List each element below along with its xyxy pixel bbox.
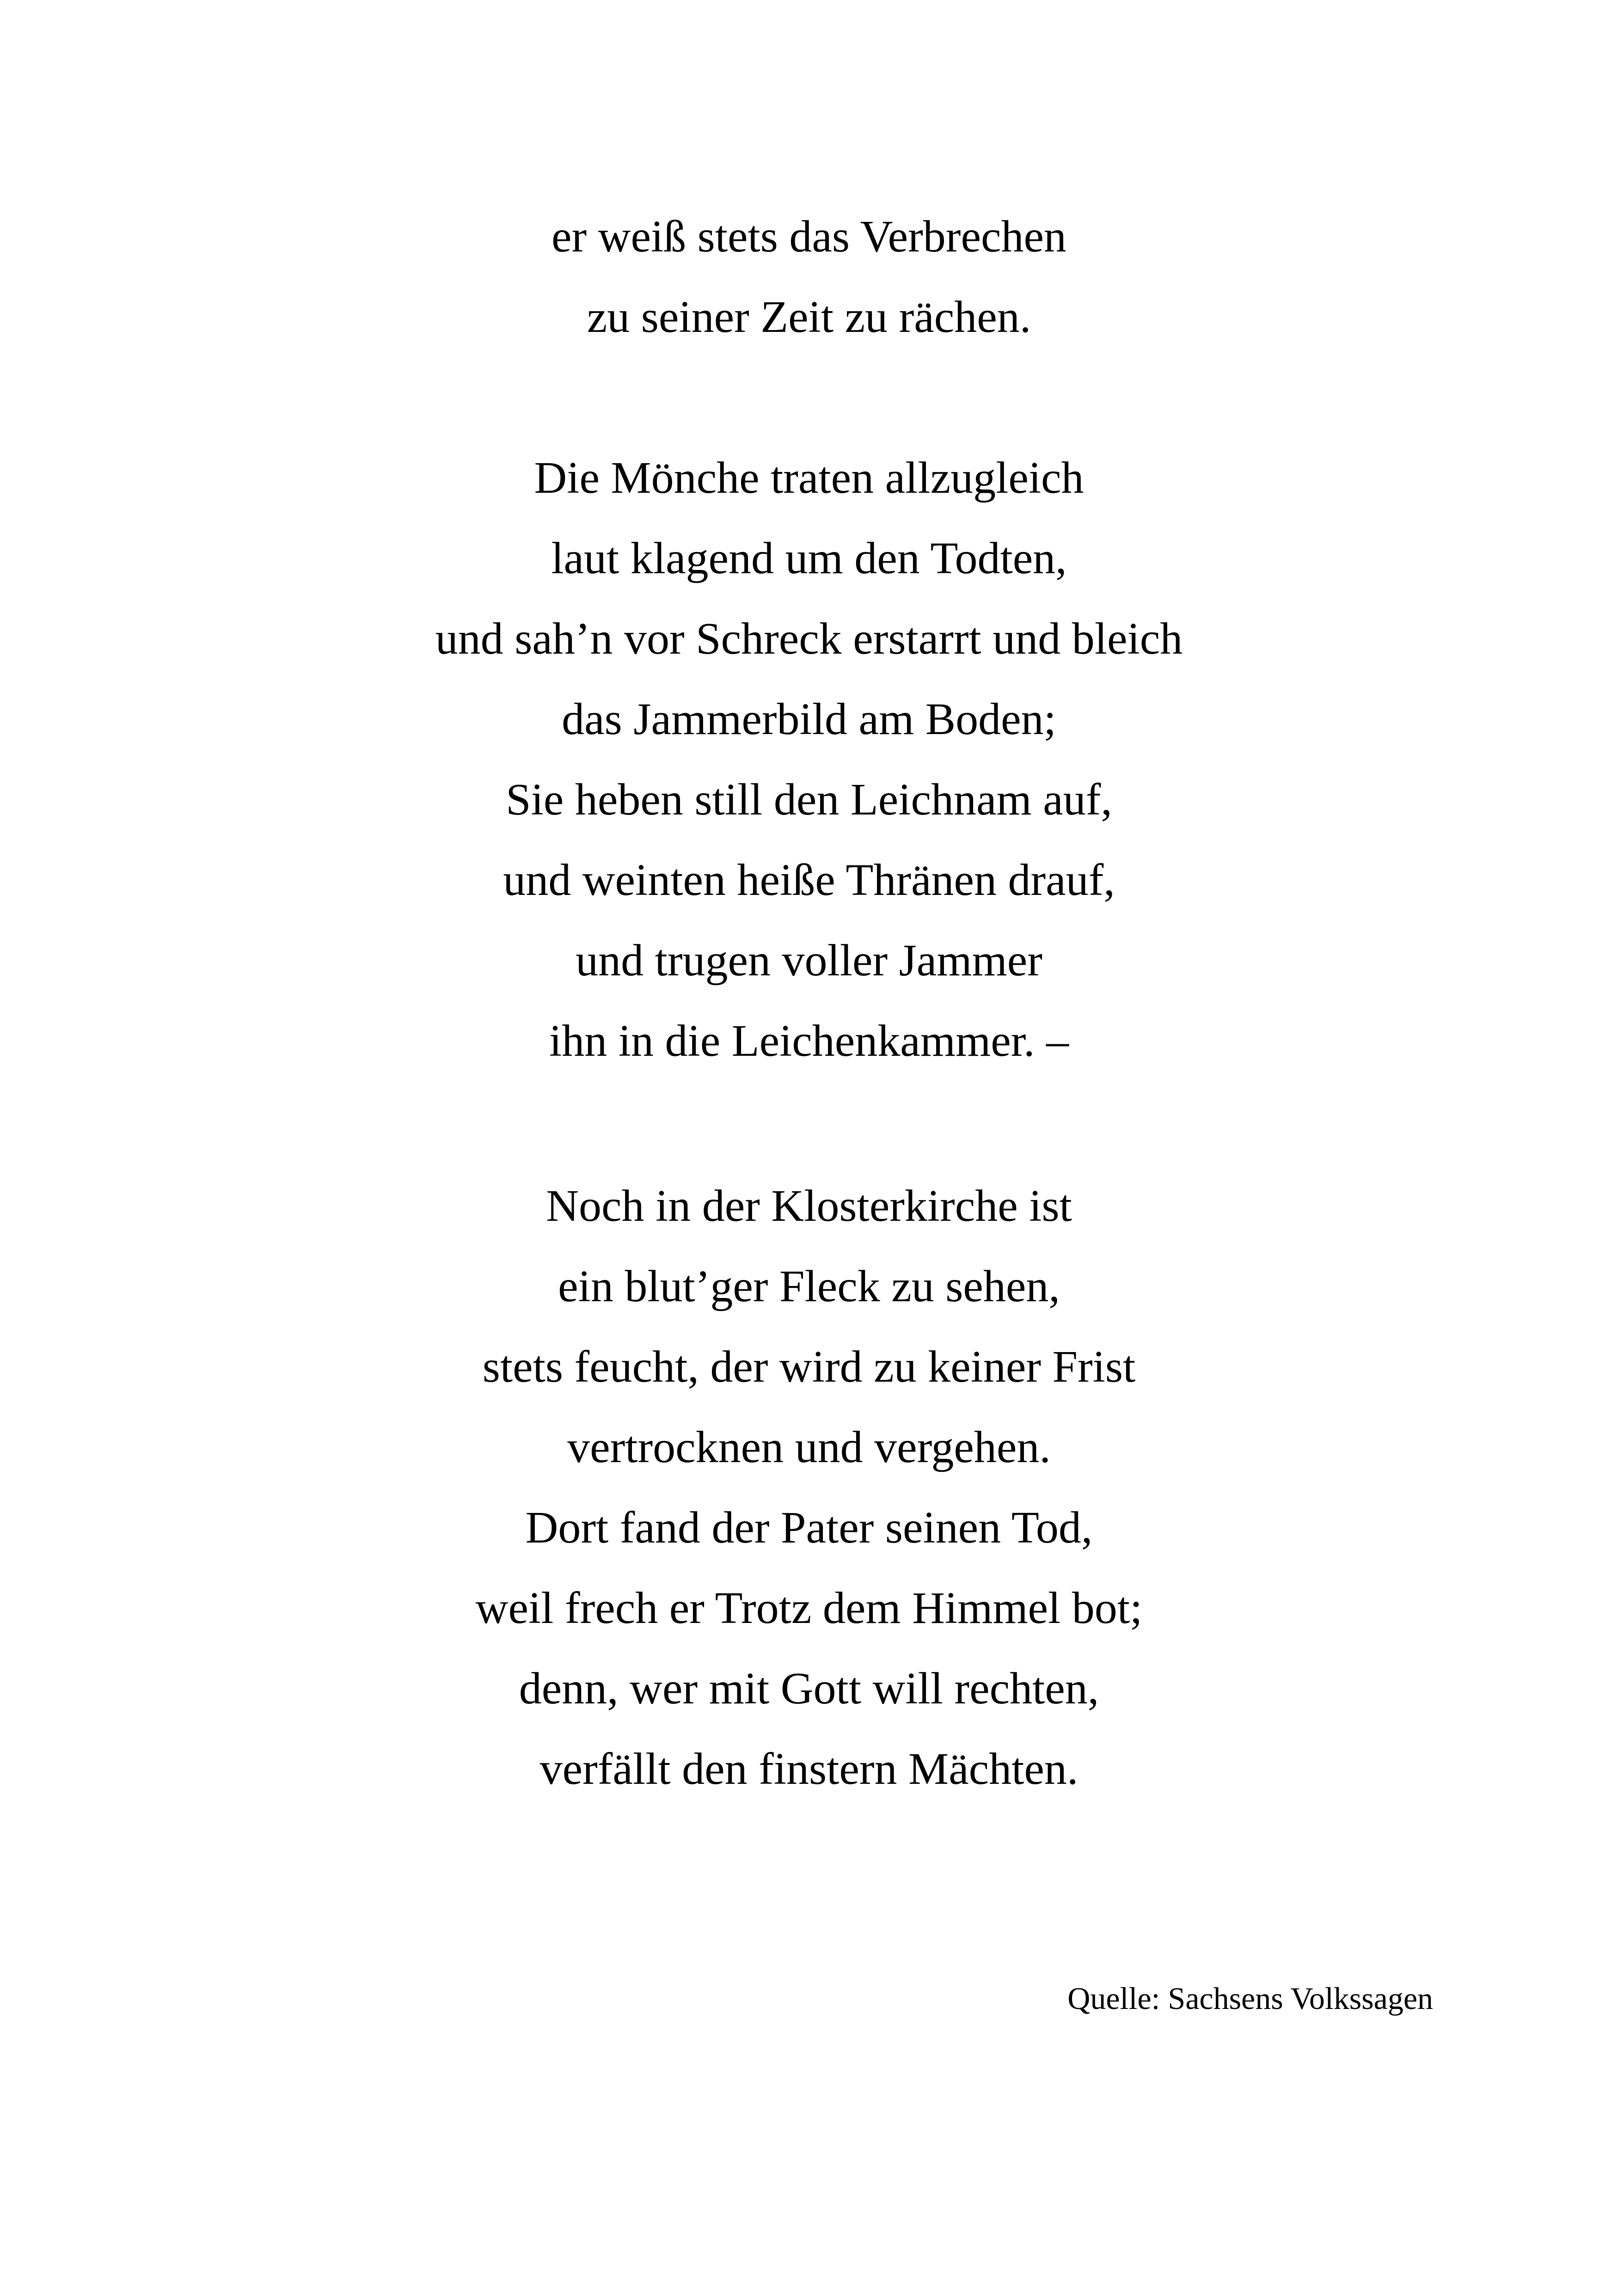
- poem-line: ihn in die Leichenkammer. –: [549, 1016, 1069, 1066]
- poem-line: denn, wer mit Gott will rechten,: [519, 1664, 1099, 1714]
- poem-line: ein blut’ger Fleck zu sehen,: [558, 1261, 1060, 1311]
- poem-line: und trugen voller Jammer: [576, 936, 1042, 986]
- poem-line: das Jammerbild am Boden;: [562, 694, 1056, 744]
- poem-line: und weinten heiße Thränen drauf,: [503, 855, 1115, 905]
- poem-line: Die Mönche traten allzugleich: [534, 453, 1084, 503]
- poem-line: Noch in der Klosterkirche ist: [546, 1181, 1072, 1231]
- poem-line: Dort fand der Pater seinen Tod,: [525, 1503, 1093, 1553]
- poem-line: weil frech er Trotz dem Himmel bot;: [475, 1583, 1143, 1633]
- poem-line: und sah’n vor Schreck erstarrt und bleich: [435, 614, 1183, 664]
- poem-line: zu seiner Zeit zu rächen.: [587, 292, 1031, 342]
- poem-line: vertrocknen und vergehen.: [567, 1422, 1051, 1472]
- source-note: Quelle: Sachsens Volkssagen: [1067, 1981, 1433, 2016]
- poem-line: Sie heben still den Leichnam auf,: [506, 775, 1112, 825]
- poem-line: stets feucht, der wird zu keiner Frist: [482, 1342, 1136, 1392]
- poem-line: laut klagend um den Todten,: [551, 533, 1067, 583]
- poem-line: verfällt den finstern Mächten.: [539, 1744, 1079, 1794]
- poem-stanza: [0, 1166, 1618, 1809]
- poem-stanza: [0, 438, 1618, 1081]
- poem-line: er weiß stets das Verbrechen: [552, 212, 1066, 262]
- poem-stanza: [0, 196, 1618, 357]
